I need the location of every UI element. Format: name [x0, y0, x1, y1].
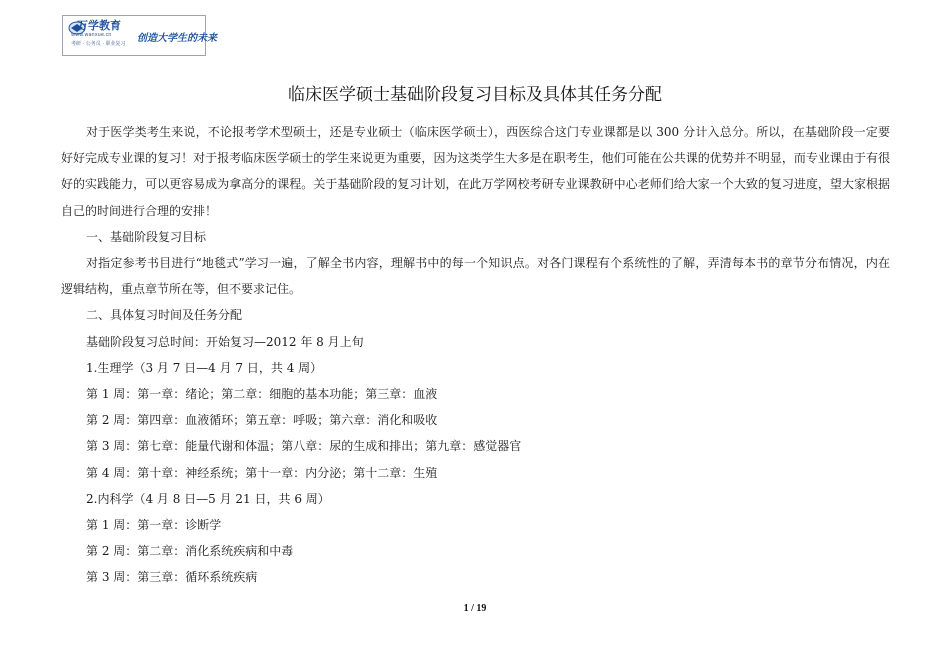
- logo-brand-text: 万学教育: [77, 19, 121, 32]
- logo-tags-text: 考研 · 公务员 · 职业复习: [71, 41, 126, 47]
- section-heading-schedule: 二、具体复习时间及任务分配: [86, 308, 243, 323]
- section-heading-goals: 一、基础阶段复习目标: [86, 229, 207, 244]
- document-body: [61, 119, 890, 591]
- week-item: 第 1 周：第一章：诊断学: [86, 518, 222, 533]
- intro-paragraph: 对于医学类考生来说，不论报考学术型硕士，还是专业硕士（临床医学硕士），西医综合这门专业课都是以 300 分计入总分。所以，在基础阶段一定要好好完成专业课的复习！对于报考临床医学硕士的学生来说更为重要，因为这类学生大多是在职考生，他们可能在公共课的优势并不明显，而专业课由于有很好的实践能力，可以更容易成为拿高分的课程。关于基础阶段的复习计划，在此万学网校考研专业课教研中心老师们给大家一个大致的复习进度，望大家根据自己的时间进行合理的安排！: [61, 125, 890, 218]
- subject-heading-physiology: 1.生理学（3 月 7 日—4 月 7 日，共 4 周）: [86, 360, 323, 375]
- week-item: 第 2 周：第四章：血液循环；第五章：呼吸；第六章：消化和吸收: [86, 413, 438, 428]
- schedule-total-time: 基础阶段复习总时间：开始复习—2012 年 8 月上旬: [86, 334, 364, 349]
- week-item: 第 2 周：第二章：消化系统疾病和中毒: [86, 544, 294, 559]
- logo-url-text: www.wanxue.cn: [71, 32, 112, 38]
- subject-heading-internal-medicine: 2.内科学（4 月 8 日—5 月 21 日，共 6 周）: [86, 491, 330, 506]
- document-title: 临床医学硕士基础阶段复习目标及具体其任务分配: [288, 85, 662, 105]
- week-item: 第 3 周：第七章：能量代谢和体温；第八章：尿的生成和排出；第九章：感觉器官: [86, 439, 522, 454]
- logo-slogan: 创造大学生的未来: [137, 33, 217, 44]
- week-item: 第 1 周：第一章：绪论；第二章：细胞的基本功能；第三章：血液: [86, 387, 438, 402]
- week-item: 第 3 周：第三章：循环系统疾病: [86, 570, 258, 585]
- week-item: 第 4 周：第十章：神经系统；第十一章：内分泌；第十二章：生殖: [86, 465, 438, 480]
- logo: [62, 15, 217, 56]
- goals-paragraph: 对指定参考书目进行“地毯式”学习一遍，了解全书内容，理解书中的每一个知识点。对各门课程有个系统性的了解，弄清每本书的章节分布情况，内在逻辑结构，重点章节所在等，但不要求记住。: [61, 256, 890, 297]
- page-indicator: 1 / 19: [463, 603, 487, 614]
